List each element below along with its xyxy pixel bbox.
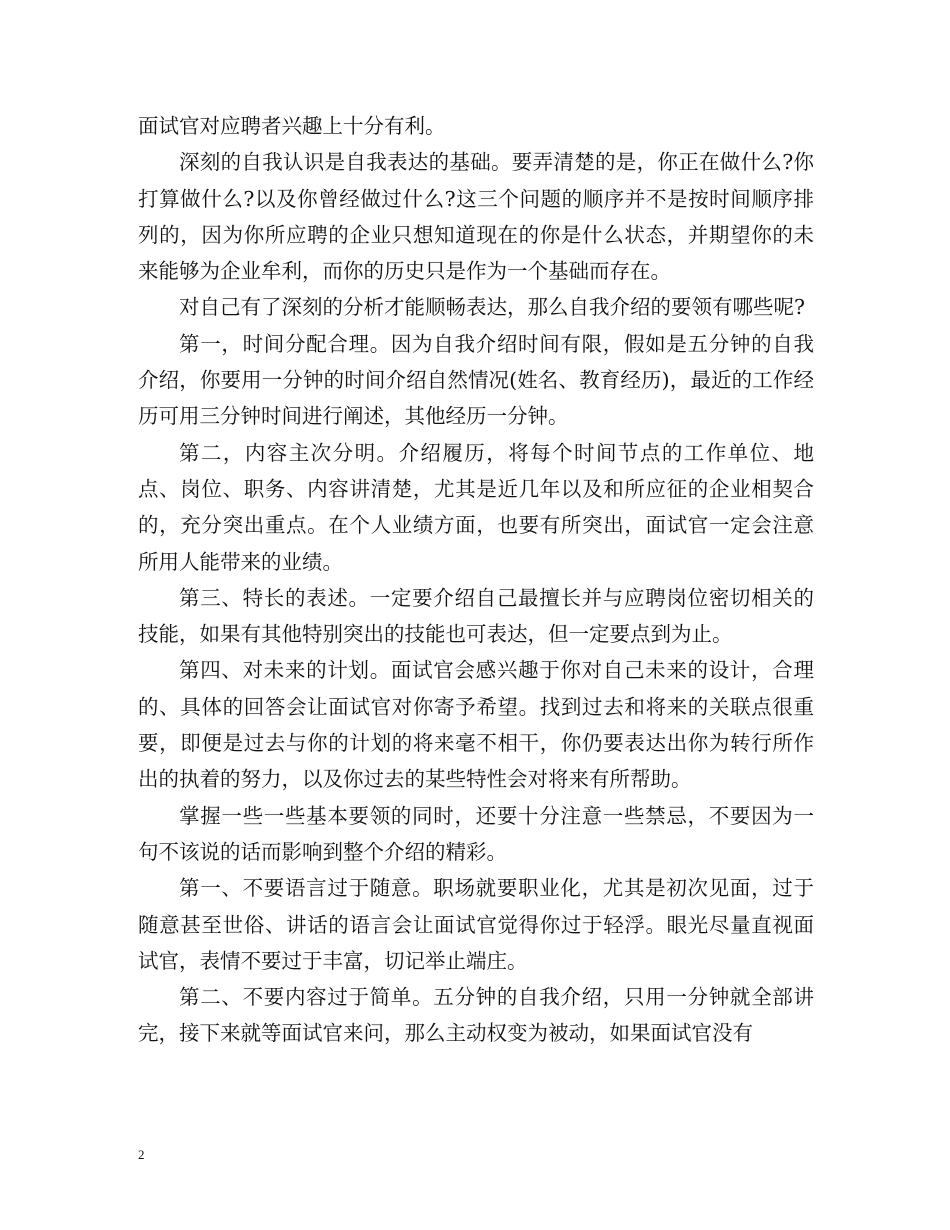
paragraph-taboo-language: 第一、不要语言过于随意。职场就要职业化，尤其是初次见面，过于随意甚至世俗、讲话的语言会让面试官觉得你过于轻浮。眼光尽量直视面试官，表情不要过于丰富，切记举止端庄。 [138, 876, 814, 973]
paragraph-point-skills: 第三、特长的表述。一定要介绍自己最擅长并与应聘岗位密切相关的技能，如果有其他特别突出的技能也可表达，但一定要点到为止。 [138, 585, 814, 647]
paragraph-point-content: 第二，内容主次分明。介绍履历，将每个时间节点的工作单位、地点、岗位、职务、内容讲清楚，尤其是近几年以及和所应征的企业相契合的，充分突出重点。在个人业绩方面，也要有所突出，面试官一定会注意所用人能带来的业绩。 [138, 440, 814, 574]
paragraph-key-points-intro: 对自己有了深刻的分析才能顺畅表达，那么自我介绍的要领有哪些呢? [179, 295, 805, 320]
paragraph-point-future: 第四、对未来的计划。面试官会感兴趣于你对自己未来的设计，合理的、具体的回答会让面试官对你寄予希望。找到过去和将来的关联点很重要，即便是过去与你的计划的将来毫不相干，你仍要表达出你为转行所作出的执着的努力，以及你过去的某些特性会对将来有所帮助。 [138, 658, 814, 792]
paragraph-continuation: 面试官对应聘者兴趣上十分有利。 [138, 114, 446, 138]
paragraph-taboos-intro: 掌握一些一些基本要领的同时，还要十分注意一些禁忌，不要因为一句不该说的话而影响到整个介绍的精彩。 [138, 803, 814, 864]
paragraph-point-time: 第一，时间分配合理。因为自我介绍时间有限，假如是五分钟的自我介绍，你要用一分钟的时间介绍自然情况(姓名、教育经历)，最近的工作经历可用三分钟时间进行阐述，其他经历一分钟。 [138, 331, 814, 429]
page-number: 2 [138, 1147, 145, 1162]
paragraph-self-awareness: 深刻的自我认识是自我表达的基础。要弄清楚的是，你正在做什么?你打算做什么?以及你曾经做过什么?这三个问题的顺序并不是按时间顺序排列的，因为你所应聘的企业只想知道现在的你是什么状态，并期望你的未来能够为企业牟利，而你的历史只是作为一个基础而存在。 [138, 150, 814, 284]
paragraph-taboo-content: 第二、不要内容过于简单。五分钟的自我介绍，只用一分钟就全部讲完，接下来就等面试官来问，那么主动权变为被动，如果面试官没有 [138, 985, 814, 1046]
document-body [138, 108, 814, 1052]
